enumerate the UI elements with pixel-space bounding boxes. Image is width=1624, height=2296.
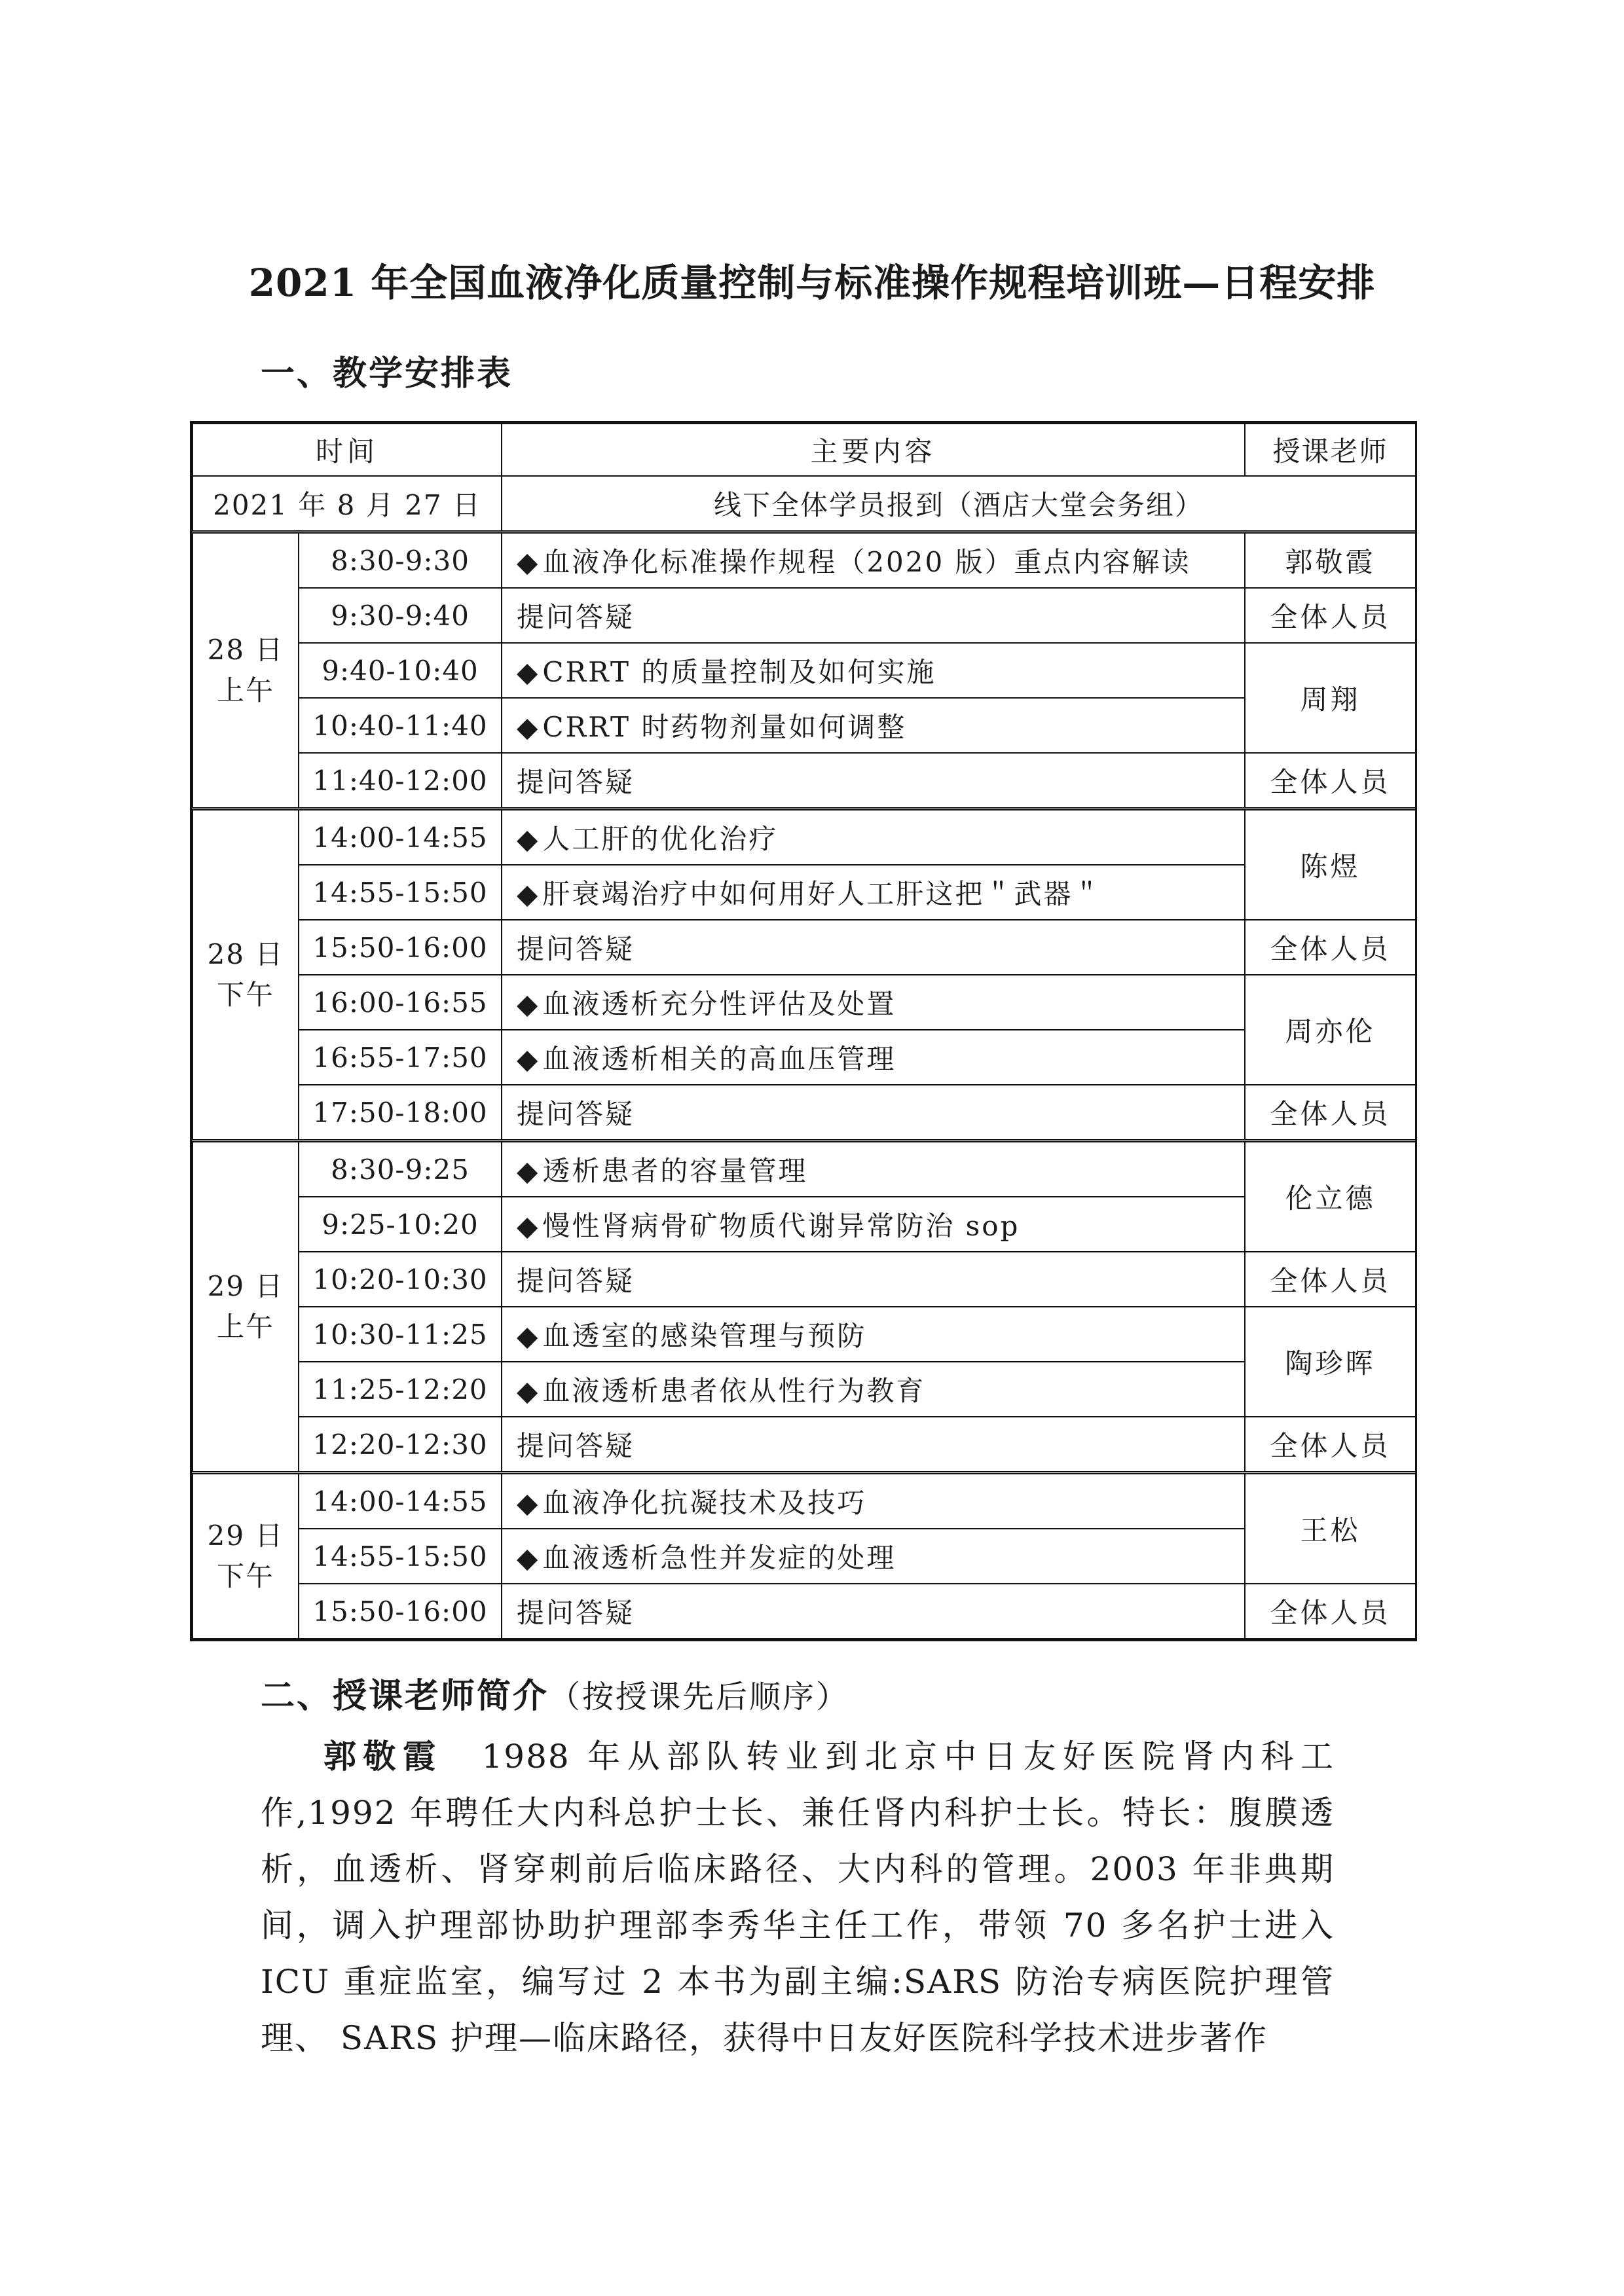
session-title: 血液透析相关的高血压管理 (542, 1043, 896, 1075)
session-time: 14:00-14:55 (299, 809, 502, 866)
day-label-period: 下午 (216, 1560, 274, 1592)
session-teacher: 全体人员 (1245, 1252, 1416, 1307)
session-title: 提问答疑 (517, 1430, 635, 1462)
header-content: 主要内容 (502, 424, 1245, 476)
day-label-period: 下午 (216, 979, 274, 1011)
diamond-bullet-icon: ◆ (517, 988, 540, 1020)
session-content (502, 1030, 1245, 1085)
session-content (502, 920, 1245, 975)
header-teacher: 授课老师 (1245, 424, 1416, 476)
day-label-date: 29 日 (207, 1520, 284, 1552)
diamond-bullet-icon: ◆ (517, 1542, 540, 1574)
registration-content: 线下全体学员报到（酒店大堂会务组） (502, 476, 1416, 532)
session-time: 8:30-9:25 (299, 1141, 502, 1197)
schedule-row (193, 865, 1416, 920)
diamond-bullet-icon: ◆ (517, 546, 540, 578)
session-time: 8:30-9:30 (299, 532, 502, 589)
session-title: 提问答疑 (517, 1265, 635, 1297)
schedule-table-frame (190, 421, 1417, 1641)
header-time: 时间 (193, 424, 502, 476)
session-time: 14:00-14:55 (299, 1473, 502, 1529)
session-content (502, 809, 1245, 866)
section2-note: （按授课先后顺序） (549, 1679, 850, 1715)
session-time: 14:55-15:50 (299, 1529, 502, 1584)
session-teacher: 周翔 (1245, 643, 1416, 753)
session-content (502, 1307, 1245, 1362)
schedule-row (193, 809, 1416, 866)
session-content (502, 1252, 1245, 1307)
diamond-bullet-icon: ◆ (517, 1320, 540, 1352)
session-title: 血透室的感染管理与预防 (542, 1320, 867, 1352)
schedule-row (193, 1197, 1416, 1252)
session-time: 11:40-12:00 (299, 753, 502, 809)
header-row (193, 424, 1416, 476)
day-label-date: 28 日 (207, 634, 284, 666)
session-content (502, 1197, 1245, 1252)
schedule-table (192, 423, 1416, 1639)
session-title: 血液透析急性并发症的处理 (542, 1542, 896, 1574)
session-teacher: 周亦伦 (1245, 975, 1416, 1085)
schedule-row (193, 1307, 1416, 1362)
diamond-bullet-icon: ◆ (517, 1043, 540, 1075)
day-label-period: 上午 (216, 1311, 274, 1343)
session-title: CRRT 的质量控制及如何实施 (542, 656, 936, 688)
session-content (502, 643, 1245, 698)
session-teacher: 郭敬霞 (1245, 532, 1416, 589)
session-title: 透析患者的容量管理 (542, 1155, 808, 1187)
session-teacher: 全体人员 (1245, 920, 1416, 975)
teacher-bio (261, 1728, 1335, 2066)
bio-text: 1988 年从部队转业到北京中日友好医院肾内科工作,1992 年聘任大内科总护士长、兼任肾内科护士长。特长：腹膜透析，血透析、肾穿刺前后临床路径、大内科的管理。2003 年非典期间，调入护理部协助护理部李秀华主任工作，带领 70 多名护士进入 ICU 重症监室，编写过 2 本书为副主编:SARS 防治专病医院护理管理、 SARS 护理—临床路径，获得中日友好医院科学技术进步著作 (261, 1738, 1335, 2057)
diamond-bullet-icon: ◆ (517, 1375, 540, 1407)
session-title: 提问答疑 (517, 1098, 635, 1130)
session-time: 17:50-18:00 (299, 1085, 502, 1141)
session-title: 肝衰竭治疗中如何用好人工肝这把＂武器＂ (542, 878, 1103, 910)
session-content (502, 1417, 1245, 1473)
session-time: 10:20-10:30 (299, 1252, 502, 1307)
session-title: 提问答疑 (517, 1597, 635, 1629)
schedule-row (193, 1529, 1416, 1584)
session-title: 提问答疑 (517, 933, 635, 965)
session-time: 16:00-16:55 (299, 975, 502, 1030)
session-content (502, 588, 1245, 643)
session-content (502, 1529, 1245, 1584)
session-teacher: 全体人员 (1245, 1085, 1416, 1141)
session-time: 11:25-12:20 (299, 1362, 502, 1417)
session-content (502, 865, 1245, 920)
schedule-row (193, 1252, 1416, 1307)
schedule-row (193, 753, 1416, 809)
session-title: CRRT 时药物剂量如何调整 (542, 711, 907, 743)
session-content (502, 1473, 1245, 1529)
session-time: 10:30-11:25 (299, 1307, 502, 1362)
session-time: 10:40-11:40 (299, 698, 502, 753)
registration-row (193, 476, 1416, 532)
day-label-date: 29 日 (207, 1270, 284, 1302)
schedule-row (193, 698, 1416, 753)
schedule-row (193, 920, 1416, 975)
diamond-bullet-icon: ◆ (517, 656, 540, 688)
schedule-row (193, 975, 1416, 1030)
session-time: 12:20-12:30 (299, 1417, 502, 1473)
session-time: 15:50-16:00 (299, 920, 502, 975)
day-label (193, 1473, 299, 1639)
session-time: 9:25-10:20 (299, 1197, 502, 1252)
session-teacher: 全体人员 (1245, 588, 1416, 643)
section-title-schedule: 一、教学安排表 (261, 354, 513, 393)
session-content (502, 1584, 1245, 1639)
session-time: 9:40-10:40 (299, 643, 502, 698)
session-content (502, 975, 1245, 1030)
session-teacher: 全体人员 (1245, 1584, 1416, 1639)
session-content (502, 1141, 1245, 1197)
bio-name: 郭敬霞 (323, 1737, 443, 1776)
session-title: 血液净化标准操作规程（2020 版）重点内容解读 (542, 546, 1191, 578)
session-time: 14:55-15:50 (299, 865, 502, 920)
day-label-date: 28 日 (207, 938, 284, 970)
session-content (502, 753, 1245, 809)
diamond-bullet-icon: ◆ (517, 1210, 540, 1242)
diamond-bullet-icon: ◆ (517, 711, 540, 743)
session-content (502, 1362, 1245, 1417)
registration-date: 2021 年 8 月 27 日 (193, 476, 502, 532)
section-title-teachers (261, 1668, 849, 1717)
page-title: 2021 年全国血液净化质量控制与标准操作规程培训班—日程安排 (248, 261, 1376, 305)
day-label-period: 上午 (216, 674, 274, 706)
session-teacher: 陶珍晖 (1245, 1307, 1416, 1417)
day-label (193, 1141, 299, 1473)
session-title: 人工肝的优化治疗 (542, 823, 779, 855)
session-teacher: 王松 (1245, 1473, 1416, 1584)
session-title: 血液净化抗凝技术及技巧 (542, 1487, 867, 1519)
schedule-row (193, 532, 1416, 589)
schedule-row (193, 1085, 1416, 1141)
diamond-bullet-icon: ◆ (517, 823, 540, 855)
session-teacher: 全体人员 (1245, 753, 1416, 809)
session-title: 慢性肾病骨矿物质代谢异常防治 sop (542, 1210, 1020, 1242)
session-title: 提问答疑 (517, 766, 635, 798)
session-title: 血液透析充分性评估及处置 (542, 988, 896, 1020)
section2-heading: 二、授课老师简介 (261, 1676, 549, 1716)
diamond-bullet-icon: ◆ (517, 1155, 540, 1187)
session-time: 15:50-16:00 (299, 1584, 502, 1639)
session-time: 16:55-17:50 (299, 1030, 502, 1085)
session-title: 血液透析患者依从性行为教育 (542, 1375, 926, 1407)
schedule-row (193, 643, 1416, 698)
session-content (502, 698, 1245, 753)
diamond-bullet-icon: ◆ (517, 1487, 540, 1519)
session-content (502, 1085, 1245, 1141)
day-label (193, 809, 299, 1141)
schedule-row (193, 1030, 1416, 1085)
session-teacher: 陈煜 (1245, 809, 1416, 920)
session-title: 提问答疑 (517, 601, 635, 633)
day-label (193, 532, 299, 809)
diamond-bullet-icon: ◆ (517, 878, 540, 910)
session-teacher: 全体人员 (1245, 1417, 1416, 1473)
session-time: 9:30-9:40 (299, 588, 502, 643)
schedule-row (193, 1141, 1416, 1197)
schedule-row (193, 588, 1416, 643)
session-content (502, 532, 1245, 589)
schedule-row (193, 1417, 1416, 1473)
schedule-row (193, 1362, 1416, 1417)
schedule-row (193, 1584, 1416, 1639)
session-teacher: 伦立德 (1245, 1141, 1416, 1252)
schedule-row (193, 1473, 1416, 1529)
